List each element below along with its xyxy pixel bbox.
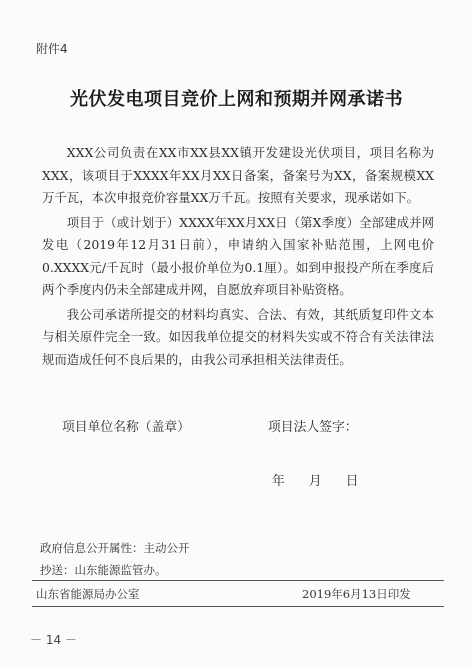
signature-date: 年 月 日 <box>272 474 359 489</box>
paragraph-authenticity: 我公司承诺所提交的材料均真实、合法、有效，其纸质复印件文本与相关原件完全一致。如因我单位提交的材料失实或不符合有关法律法规而造成任何不良后果的，由我公司承担相关法律责任。 <box>42 306 434 367</box>
divider-top <box>32 580 444 581</box>
document-title: 光伏发电项目竞价上网和预期并网承诺书 <box>70 89 403 110</box>
project-unit-label: 项目单位名称（盖章） <box>62 420 190 435</box>
issue-date: 2019年6月13日印发 <box>302 587 411 601</box>
attachment-label: 附件4 <box>36 42 68 56</box>
issuing-office: 山东省能源局办公室 <box>36 587 140 601</box>
disclosure-attribute: 政府信息公开属性：主动公开 <box>40 541 190 555</box>
cc-line: 抄送：山东能源监管办。 <box>40 563 167 577</box>
paragraph-project-info: XXX公司负责在XX市XX县XX镇开发建设光伏项目，项目名称为XXX，该项目于XXXX年XX月XX日备案，备案号为XX，备案规模XX万千瓦，本次申报竞价容量XX万千瓦。按照有关要求，现承诺如下。 <box>42 145 434 205</box>
page-number: － 14 － <box>30 633 77 647</box>
paragraph-grid-commitment: 项目于（或计划于）XXXX年XX月XX日（第X季度）全部建成并网发电（2019年12月31日前），申请纳入国家补贴范围，上网电价0.XXXX元/千瓦时（最小报价单位为0.1厘）。如到申报投产所在季度后两个季度内仍未全部建成并网，自愿放弃项目补贴资格。 <box>42 214 434 297</box>
divider-bottom <box>32 606 444 607</box>
legal-rep-label: 项目法人签字： <box>268 420 358 435</box>
document-body <box>42 142 434 373</box>
